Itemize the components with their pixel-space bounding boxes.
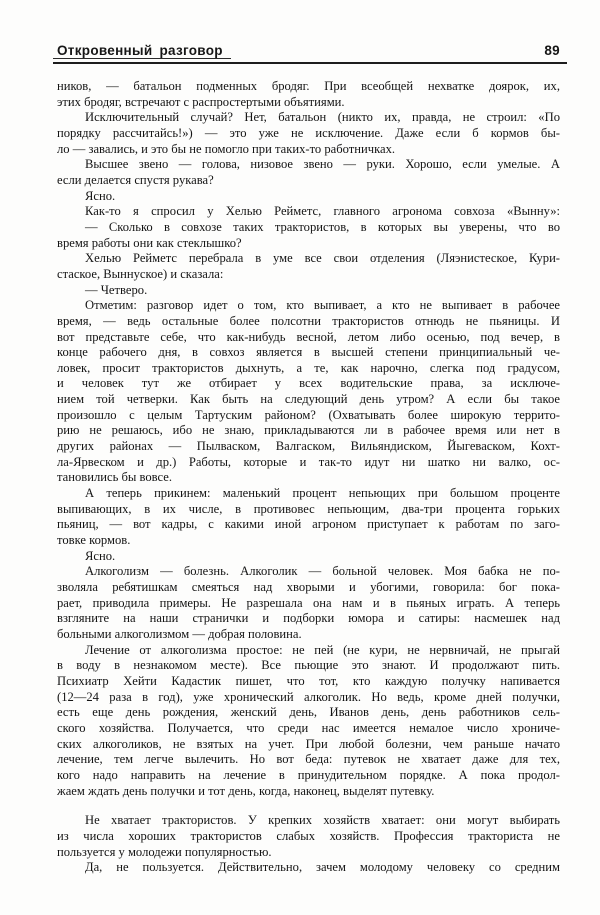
text-line: взгляните на наши странички и подборки юмора и сатиры: насмешек над xyxy=(57,611,560,626)
running-head-title: Откровенный разговор xyxy=(57,43,223,58)
text-line: есть еще день рождения, женский день, Иванов день, день работников сель- xyxy=(57,705,560,720)
page-number: 89 xyxy=(544,43,560,58)
text-line: Отметим: разговор идет о том, кто выпивает, а кто не выпивает в рабочее xyxy=(85,298,560,313)
text-line: произошло с целым Тартуским районом? (Охватывать более широкую террито- xyxy=(57,407,560,422)
text-line: в воду в незнакомом месте). Все пьющие это знают. И продолжают пить. xyxy=(57,658,560,673)
text-line: пользуется у молодежи популярностью. xyxy=(57,844,272,859)
running-head xyxy=(57,43,560,58)
text-line: А теперь прикинем: маленький процент непьющих при большом проценте xyxy=(85,486,560,501)
text-line: зволяла ребятишкам смеяться над хворыми и убогими, говорила: бог пока- xyxy=(57,580,560,594)
text-line: и человек тут же отбирает у всех водительские права, за исключе- xyxy=(57,376,560,391)
text-line: Хелью Рейметс перебрала в уме все свои отделения (Ляэнистеское, Кури- xyxy=(85,251,560,266)
text-line: рию не решаюсь, ибо не знаю, прикладываются ли в рабочее время или нет в xyxy=(57,423,560,438)
text-line: Исключительный случай? Нет, батальон (никто их, правда, не строил: «По xyxy=(85,110,560,125)
text-line: кого надо направить на лечение в принудительном порядке. А пока продол- xyxy=(57,767,560,782)
text-line: ских алкоголиков, не взятых на учет. При любой болезни, чем раньше начато xyxy=(57,736,560,751)
text-line: Не хватает трактористов. У крепких хозяйств хватает: они могут выбирать xyxy=(85,813,560,828)
text-line: время, — ведь остальные более полсотни трактористов отнюдь не пьяницы. И xyxy=(57,313,560,328)
text-line: этих бродяг, встречают с распростертыми объятиями. xyxy=(57,94,345,109)
text-line: Как-то я спросил у Хелью Рейметс, главного агронома совхоза «Вынну»: xyxy=(85,204,560,219)
text-line: ского хозяйства. Получается, что среди нас имеется немалое число хрониче- xyxy=(57,720,560,735)
text-line: Да, не пользуется. Действительно, зачем молодому человеку со средним xyxy=(85,860,560,875)
text-line: нием той четверки. Как быть на следующий день утром? А если бы такое xyxy=(57,392,560,407)
text-line: вот представьте себе, что как-нибудь весной, летом либо осенью, под вечер, в xyxy=(57,329,560,344)
text-line: (12—24 раза в год), уже хронический алкоголик. Но ведь, кроме дней получки, xyxy=(57,689,560,704)
text-line: лечение, тем легче вылечить. Но вот беда: путевок не хватает даже для тех, xyxy=(57,752,560,767)
body-text-column xyxy=(57,79,560,876)
text-line: Ясно. xyxy=(85,548,116,563)
text-line: жаем ждать день получки и тот день, когда, наконец, выделят путевку. xyxy=(57,783,435,798)
text-line: — Сколько в совхозе таких трактористов, в которых вы уверены, что во xyxy=(85,219,560,234)
text-line: Ясно. xyxy=(85,188,116,203)
text-line: ников, — батальон подменных бродяг. При всеобщей нехватке доярок, их, xyxy=(57,79,560,93)
text-line: тановились бы вовсе. xyxy=(57,470,173,485)
text-line: время работы они как стеклышко? xyxy=(57,235,242,250)
text-line: Высшее звено — голова, низовое звено — руки. Хорошо, если умелые. А xyxy=(85,157,560,172)
text-line: выпивающих, в их числе, в противовес непьющим, два-три процента горьких xyxy=(57,501,560,516)
text-line: ловек, просит трактористов дыхнуть, а те, как нарочно, слегка под градусом, xyxy=(57,360,560,375)
text-line: товке кормов. xyxy=(57,533,131,548)
text-line: конце рабочего дня, в совхоз является в высшей степени принципиальный че- xyxy=(57,345,560,360)
text-line: порядку рассчитайсь!») — это уже не исключение. Даже если б кормов бы- xyxy=(57,125,560,140)
text-line: если делается спустя рукава? xyxy=(57,172,214,187)
header-rule xyxy=(53,62,567,64)
text-line: Психиатр Хейти Кадастик пишет, что тот, кто каждую получку напивается xyxy=(57,673,560,688)
text-line: Алкоголизм — болезнь. Алкоголик — больной человек. Моя бабка не по- xyxy=(85,564,560,579)
text-line: рает, приводила примеры. Не разрешала она нам и в пьяных играть. А теперь xyxy=(57,595,560,610)
text-line: пьяниц, — вот кадры, с какими иной агроном приступает к работам по заго- xyxy=(57,517,560,532)
text-line: — Четверо. xyxy=(85,282,148,297)
text-line: из числа хороших трактористов слабых хозяйств. Профессия тракториста не xyxy=(57,828,560,843)
text-line: больными алкоголизмом — добрая половина. xyxy=(57,626,302,641)
text-line: Лечение от алкоголизма простое: не пей (не кури, не нервничай, не прыгай xyxy=(85,642,560,657)
header-rule-echo xyxy=(53,58,231,59)
text-line: стаское, Выннуское) и сказала: xyxy=(57,266,224,281)
text-line: других районах — Пылваском, Валгаском, Вильяндиском, Йыгеваском, Кохт- xyxy=(57,439,560,454)
text-line: ла-Ярвеском и др.) Работы, которые и так-то идут ни шатко ни валко, ос- xyxy=(57,454,560,469)
text-line: ло — завались, и это бы не помогло при таких-то работничках. xyxy=(57,141,396,156)
